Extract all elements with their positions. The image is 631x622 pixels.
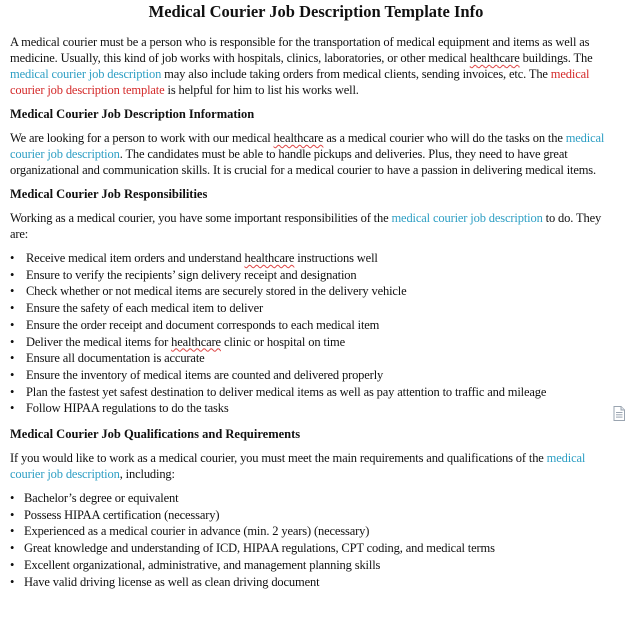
information-text-2: as a medical courier who will do the tasks on the	[323, 131, 566, 145]
intro-text-1: A medical courier must be a person who is responsible for the transportation of medical equipment and items as well as medicine. Usually, this kind of job works with hospitals, clinics, laboratories, or other medical	[10, 35, 590, 65]
bullet-glyph: •	[10, 317, 15, 332]
document-icon[interactable]	[613, 406, 625, 421]
bullet-glyph: •	[10, 557, 15, 572]
list-item: • Have valid driving license as well as clean driving document	[10, 574, 320, 589]
intro-link-job-description[interactable]: medical courier job description	[10, 67, 162, 81]
document	[10, 2, 622, 590]
qualifications-text-1: If you would like to work as a medical courier, you must meet the main requirements and qualifications of the	[10, 451, 547, 466]
bullet-glyph: •	[10, 574, 15, 589]
list-item: • Check whether or not medical items are securely stored in the delivery vehicle	[10, 284, 407, 299]
qualifications-text-2: , including:	[119, 467, 175, 482]
list-item: • Ensure all documentation is accurate	[10, 351, 205, 366]
document-icon-glyph	[613, 406, 625, 421]
bullet-glyph: •	[10, 367, 15, 382]
bullet-glyph: •	[10, 251, 15, 265]
list-item: • Ensure the safety of each medical item to deliver	[10, 301, 263, 316]
section-heading-information: Medical Courier Job Description Information	[10, 107, 255, 121]
bullet-glyph: •	[10, 284, 15, 299]
intro-text-3: may also include taking orders from medical clients, sending invoices, etc. The	[161, 67, 551, 81]
bullet-glyph: •	[10, 267, 15, 282]
page-title: Medical Courier Job Description Template Info	[148, 2, 484, 21]
section-heading-responsibilities: Medical Courier Job Responsibilities	[10, 187, 208, 201]
responsibilities-list	[10, 250, 622, 417]
list-item: • Experienced as a medical courier in advance (min. 2 years) (necessary)	[10, 524, 370, 539]
responsibilities-text-1: Working as a medical courier, you have some important responsibilities of the	[10, 211, 392, 225]
information-healthcare-word: healthcare	[273, 131, 324, 145]
bullet-glyph: •	[10, 334, 15, 349]
bullet-glyph: •	[10, 491, 15, 506]
list-item: • Receive medical item orders and understand healthcare instructions well	[10, 251, 378, 265]
information-link-job-description[interactable]: medical courier job description	[10, 131, 605, 161]
bullet-glyph: •	[10, 524, 15, 539]
intro-text-2: buildings. The	[519, 51, 593, 65]
responsibilities-paragraph	[10, 210, 622, 242]
intro-healthcare-word: healthcare	[469, 51, 520, 65]
list-item: • Plan the fastest yet safest destination to deliver medical items as well as pay attention to traffic and mileage	[10, 384, 547, 399]
intro-paragraph	[10, 34, 622, 98]
bullet-glyph: •	[10, 384, 15, 399]
information-text-3: . The candidates must be able to handle pickups and deliveries. Plus, they need to have great organizational and communication skills. It is crucial for a medical courier to have a passion in delivering medical items.	[10, 147, 596, 177]
list-item: • Deliver the medical items for healthcare clinic or hospital on time	[10, 334, 346, 349]
list-item: • Excellent organizational, administrative, and management planning skills	[10, 557, 381, 572]
bullet-glyph: •	[10, 541, 15, 556]
intro-text-4: is helpful for him to list his works well.	[164, 83, 359, 97]
list-item: • Ensure to verify the recipients’ sign delivery receipt and designation	[10, 267, 357, 282]
qualifications-paragraph	[10, 450, 622, 482]
bullet-glyph: •	[10, 401, 15, 416]
information-paragraph	[10, 130, 622, 178]
intro-link-template[interactable]: medical courier job description template	[10, 67, 590, 97]
list-item: • Possess HIPAA certification (necessary)	[10, 507, 220, 522]
qualifications-link-job-description[interactable]: medical courier job description	[10, 451, 586, 482]
list-item: • Follow HIPAA regulations to do the tasks	[10, 401, 229, 416]
bullet-glyph: •	[10, 301, 15, 316]
list-item: • Bachelor’s degree or equivalent	[10, 491, 179, 506]
qualifications-list	[10, 490, 622, 590]
responsibilities-link-job-description[interactable]: medical courier job description	[391, 211, 543, 225]
list-item: • Ensure the order receipt and document corresponds to each medical item	[10, 317, 380, 332]
list-item: • Great knowledge and understanding of ICD, HIPAA regulations, CPT coding, and medical terms	[10, 541, 495, 556]
list-item: • Ensure the inventory of medical items are counted and delivered properly	[10, 367, 384, 382]
bullet-glyph: •	[10, 351, 15, 366]
information-text-1: We are looking for a person to work with our medical	[10, 131, 274, 145]
section-heading-qualifications: Medical Courier Job Qualifications and Requirements	[10, 427, 301, 442]
responsibilities-text-2: to do. They are:	[10, 211, 602, 241]
bullet-glyph: •	[10, 507, 15, 522]
